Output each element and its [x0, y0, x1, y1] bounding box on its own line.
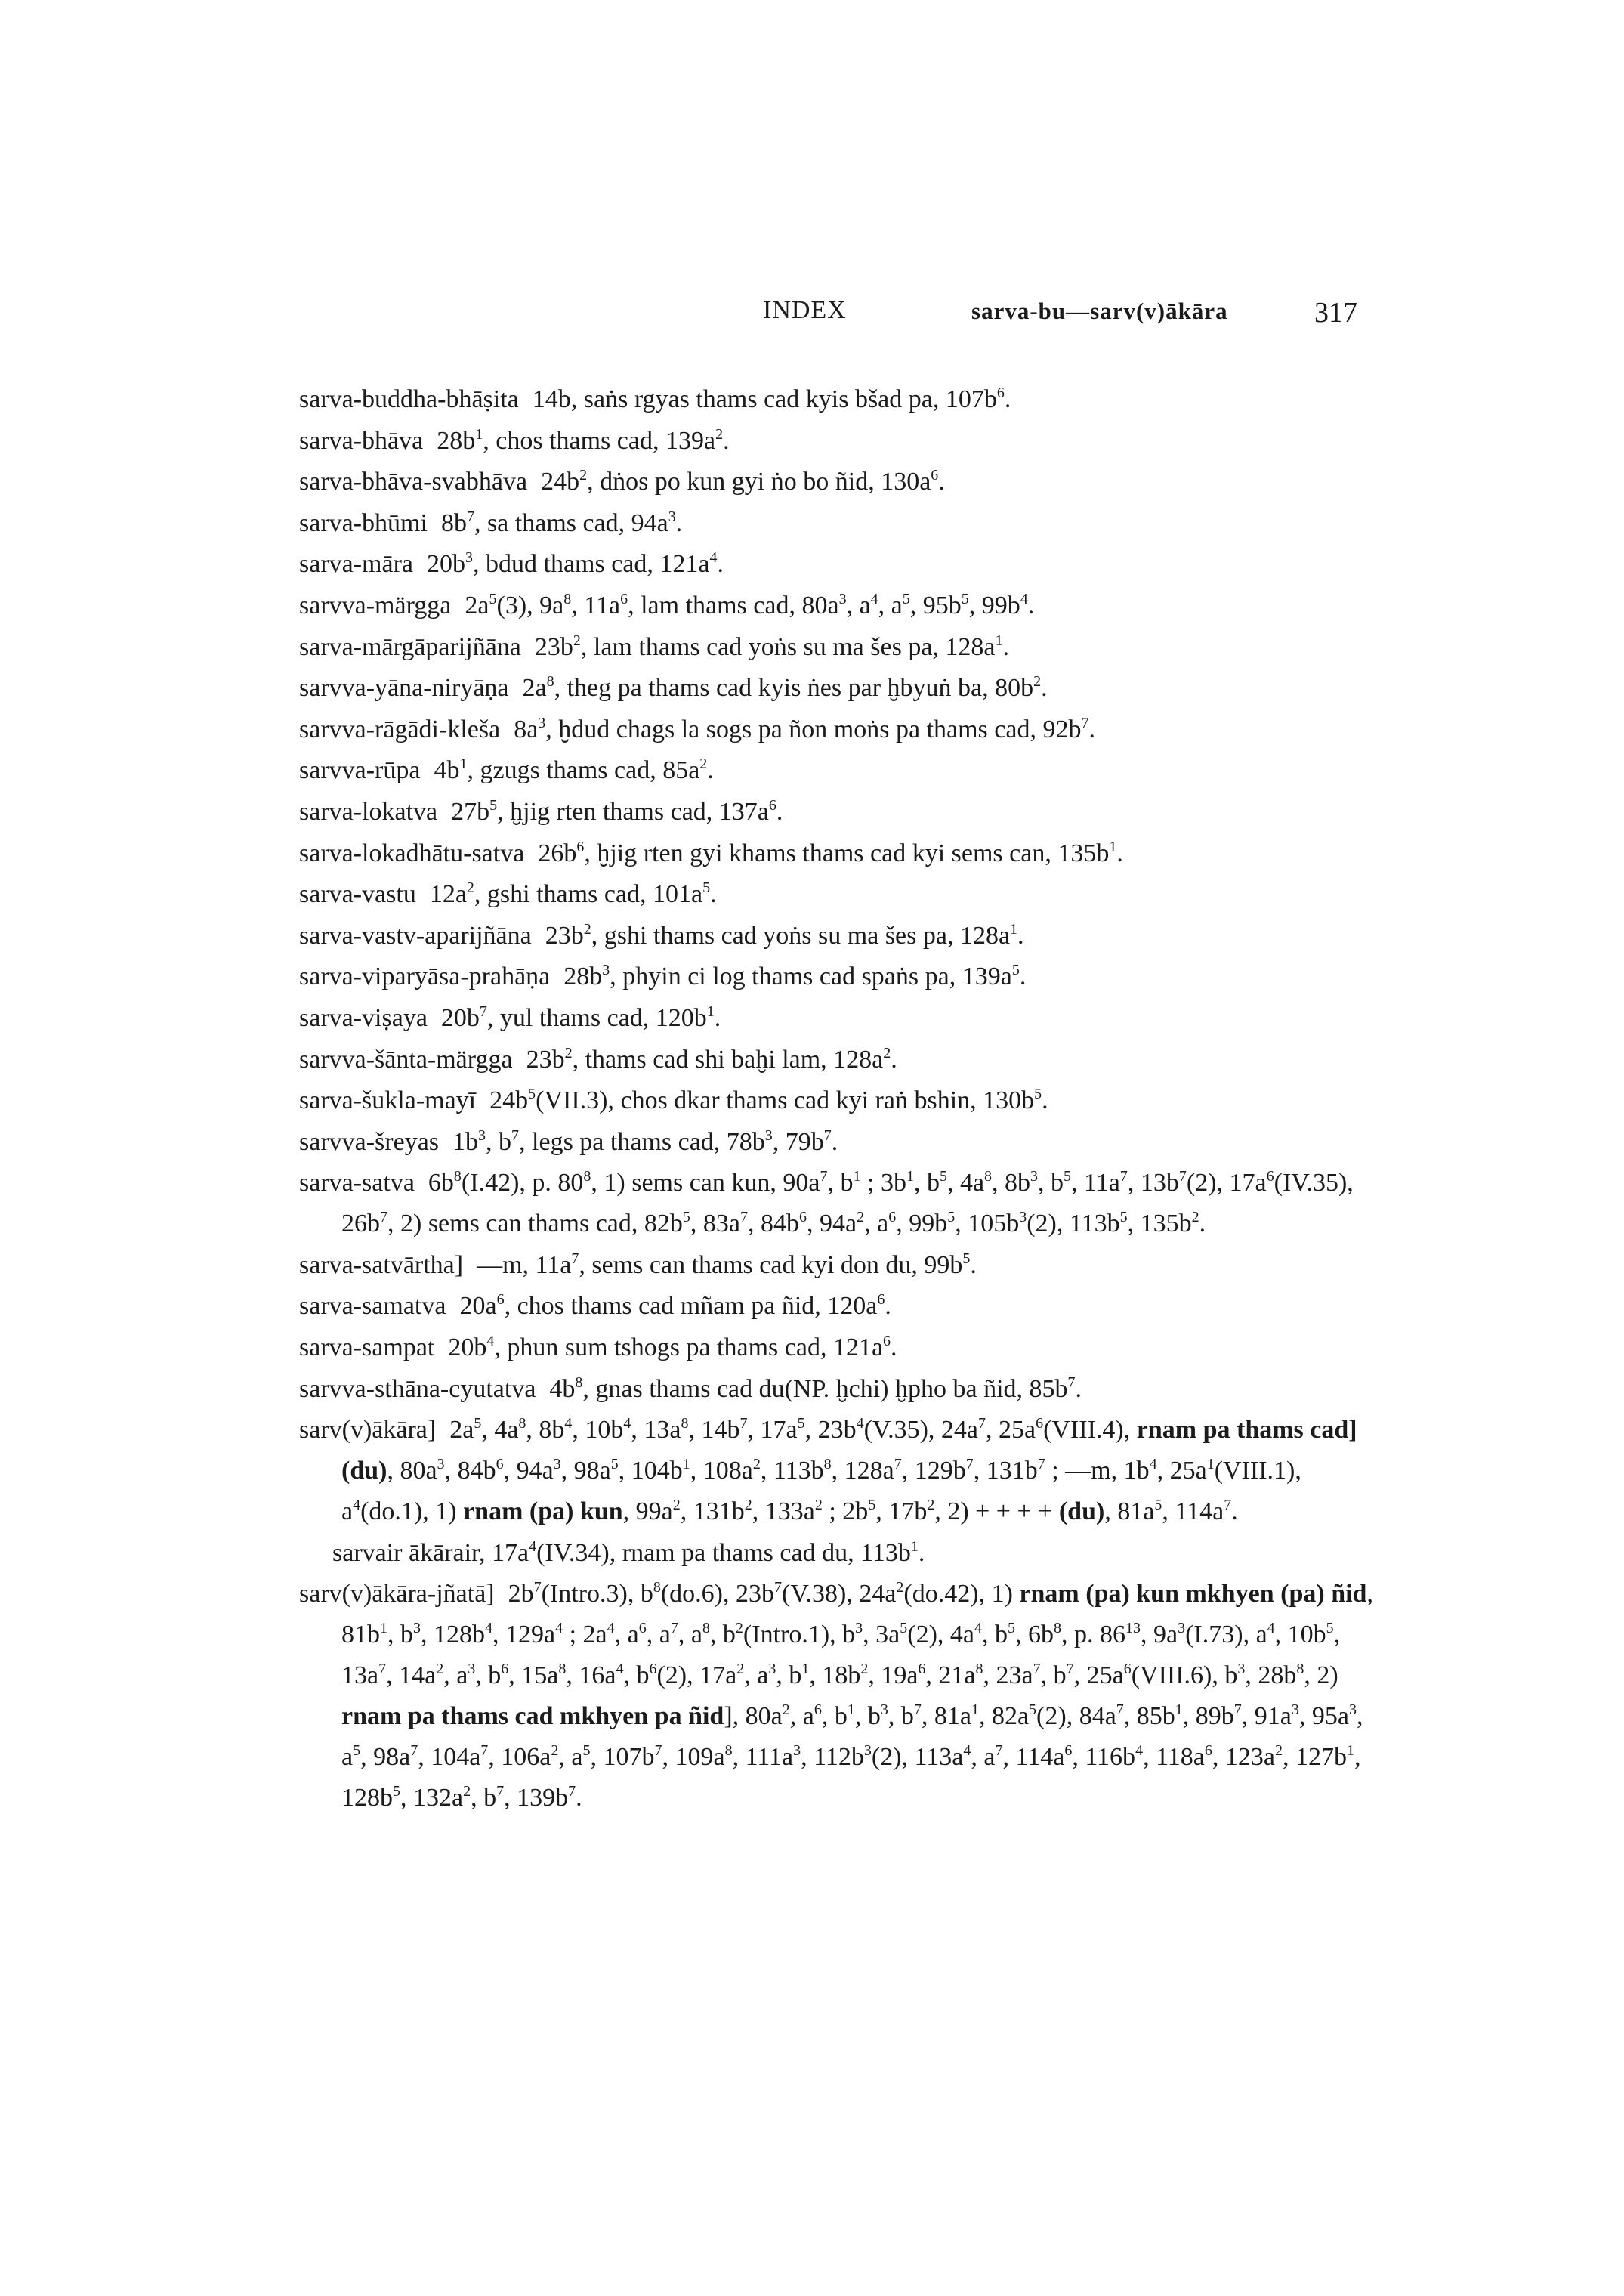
index-entry: [299, 544, 1394, 585]
index-entry: [299, 1122, 1394, 1163]
page-number: 317: [1314, 297, 1357, 329]
entry-headword: sarva-mārgāparijñāna: [299, 632, 521, 661]
index-entry: [299, 792, 1394, 833]
index-entry: [299, 916, 1394, 956]
entry-references: $4b^1$, gzugs thams cad, $85a^2$.: [434, 756, 714, 785]
entry-references: $20a^6$, chos thams cad mñam pa ñid, $120a^6$.: [459, 1291, 891, 1321]
entry-headword: sarva-māra: [299, 550, 414, 579]
index-entry: [299, 586, 1394, 626]
entry-headword: sarvva-šreyas: [299, 1127, 440, 1156]
entry-headword: sarva-buddha-bhāṣita: [299, 385, 519, 413]
index-entry: [299, 874, 1394, 915]
entry-headword: sarva-satvārtha]: [299, 1250, 464, 1279]
entry-headword: sarva-sampat: [299, 1333, 435, 1362]
entry-headword: sarv(v)ākāra-jñatā]: [299, 1580, 495, 1608]
entry-headword: sarva-bhāva: [299, 426, 424, 455]
index-entry: [299, 1040, 1394, 1080]
index-entries: [299, 379, 1394, 1819]
entry-references: $27b^5$, ḫjig rten thams cad, $137a^6$.: [451, 796, 783, 826]
entry-references: $23b^2$, lam thams cad yoṅs su ma šes pa, $128a^1$.: [534, 632, 1010, 661]
entry-headword: sarva-vastv-aparijñāna: [299, 921, 532, 950]
entry-references: $28b^3$, phyin ci log thams cad spaṅs pa, $139a^5$.: [563, 962, 1027, 991]
entry-references: $12a^2$, gshi thams cad, $101a^5$.: [429, 879, 717, 909]
index-entry: [299, 668, 1394, 709]
entry-headword: sarvva-šānta-märgga: [299, 1045, 513, 1074]
entry-references: $20b^3$, bdud thams cad, $121a^4$.: [427, 549, 724, 579]
index-entry: [299, 1574, 1394, 1819]
running-header: [0, 296, 1624, 341]
entry-headword: sarva-satva: [299, 1169, 415, 1197]
entry-headword: sarva-samatva: [299, 1292, 446, 1321]
entry-references: $1b^3$, $b^7$, legs pa thams cad, $78b^3$, $79b^7$.: [452, 1126, 838, 1156]
entry-references: $24b^5(VII.3)$, chos dkar thams cad kyi raṅ bshin, $130b^5$.: [489, 1086, 1048, 1115]
entry-headword: sarva-lokatva: [299, 797, 438, 826]
entry-references: $24b^2$, dṅos po kun gyi ṅo bo ñid, $130a^6$.: [541, 467, 945, 496]
index-entry: [299, 627, 1394, 668]
entry-references: $26b^6$, ḫjig rten gyi khams thams cad kyi sems can, $135b^1$.: [538, 838, 1123, 867]
entry-references: $2b^7(Intro.3)$, $b^8(do.6)$, $23b^7(V.38)$, $24a^2(do.42)$, 1) rnam (pa) kun mkhyen (pa) ñid, $81b^1$, $b^3$, $128b^4$, $129a^4$ ; $2a^4$, $a^6$, $a^7$, $a^8$, $b^2(Intro.1)$, $b^3$, $3a^5(2)$, $4a^4$, $b^5$, $6b^8$, p. $86^{13}$, $9a^3(I.73)$, $a^4$, $10b^5$, $13a^7$, $14a^2$, $a^3$, $b^6$, $15a^8$, $16a^4$, $b^6(2)$, $17a^2$, $a^3$, $b^1$, $18b^2$, $19a^6$, $21a^8$, $23a^7$, $b^7$, $25a^6(VIII.6)$, $b^3$, $28b^8$, 2) rnam pa thams cad mkhyen pa ñid], $80a^2$, $a^6$, $b^1$, $b^3$, $b^7$, $81a^1$, $82a^5(2)$, $84a^7$, $85b^1$, $89b^7$, $91a^3$, $95a^3$, $a^5$, $98a^7$, $104a^7$, $106a^2$, $a^5$, $107b^7$, $109a^8$, $111a^3$, $112b^3(2)$, $113a^4$, $a^7$, $114a^6$, $116b^4$, $118a^6$, $123a^2$, $127b^1$, $128b^5$, $132a^2$, $b^7$, $139b^7$.: [341, 1579, 1373, 1812]
index-entry: [299, 1327, 1394, 1368]
entry-headword: sarvva-rūpa: [299, 756, 421, 785]
entry-headword: sarva-vastu: [299, 880, 416, 909]
entry-headword: sarvva-sthāna-cyutatva: [299, 1374, 536, 1403]
index-entry: [299, 462, 1394, 502]
entry-references: $2a^8$, theg pa thams cad kyis ṅes par ḫbyuṅ ba, $80b^2$.: [522, 673, 1048, 703]
index-entry: [299, 1080, 1394, 1121]
entry-references: $20b^7$, yul thams cad, $120b^1$.: [440, 1003, 721, 1032]
entry-references: $28b^1$, chos thams cad, $139a^2$.: [437, 425, 730, 455]
entry-references: $8b^7$, sa thams cad, $94a^3$.: [440, 508, 683, 537]
entry-references: —m, $11a^7$, sems can thams cad kyi don du, $99b^5$.: [477, 1250, 977, 1279]
index-entry: [299, 1286, 1394, 1327]
index-entry: [299, 421, 1394, 462]
entry-references: $20b^4$, phun sum tshogs pa thams cad, $121a^6$.: [448, 1333, 897, 1362]
entry-references: $2a^5(3)$, $9a^8$, $11a^6$, lam thams cad, $80a^3$, $a^4$, $a^5$, $95b^5$, $99b^4$.: [465, 590, 1035, 620]
index-entry: [299, 1410, 1394, 1532]
entry-headword: sarvva-märgga: [299, 591, 452, 620]
index-entry: [299, 956, 1394, 997]
entry-references: $8a^3$, ḫdud chags la sogs pa ñon moṅs pa thams cad, $92b^7$.: [514, 714, 1095, 743]
entry-references: $4b^8$, gnas thams cad du(NP. ḫchi) ḫpho ba ñid, $85b^7$.: [549, 1374, 1082, 1403]
index-entry: [299, 833, 1394, 874]
entry-headword: sarva-viṣaya: [299, 1003, 428, 1032]
index-entry: [299, 1163, 1394, 1244]
index-entry: [299, 379, 1394, 420]
entry-headword: sarva-viparyāsa-prahāṇa: [299, 963, 551, 991]
entry-headword: sarva-bhūmi: [299, 508, 428, 537]
entry-references: 14b, saṅs rgyas thams cad kyis bšad pa, $107b^6$.: [532, 385, 1011, 413]
entry-headword: sarva-lokadhātu-satva: [299, 839, 525, 867]
index-entry: [299, 1369, 1394, 1410]
entry-references: $23b^2$, thams cad shi baḫi lam, $128a^2$.: [526, 1044, 897, 1074]
index-entry: [314, 1533, 1394, 1574]
entry-range: sarva-bu—sarv(v)ākāra: [971, 298, 1228, 324]
entry-headword: sarva-šukla-mayī: [299, 1086, 477, 1115]
entry-headword: sarvva-rāgādi-kleša: [299, 715, 501, 743]
index-entry: [299, 1245, 1394, 1286]
index-entry: [299, 503, 1394, 544]
entry-headword: sarvva-yāna-niryāṇa: [299, 674, 509, 703]
entry-references: sarvair ākārair, $17a^4(IV.34)$, rnam pa thams cad du, $113b^1$.: [332, 1537, 925, 1567]
index-entry: [299, 709, 1394, 750]
index-entry: [299, 998, 1394, 1039]
entry-headword: sarv(v)ākāra]: [299, 1416, 437, 1445]
entry-references: $2a^5$, $4a^8$, $8b^4$, $10b^4$, $13a^8$, $14b^7$, $17a^5$, $23b^4(V.35)$, $24a^7$, $25a^6(VIII.4)$, rnam pa thams cad] (du), $80a^3$, $84b^6$, $94a^3$, $98a^5$, $104b^1$, $108a^2$, $113b^8$, $128a^7$, $129b^7$, $131b^7$ ; —m, $1b^4$, $25a^1(VIII.1)$, $a^4(do.1)$, 1) rnam (pa) kun, $99a^2$, $131b^2$, $133a^2$ ; $2b^5$, $17b^2$, 2) + + + + (du), $81a^5$, $114a^7$.: [341, 1415, 1357, 1526]
entry-references: $23b^2$, gshi thams cad yoṅs su ma šes pa, $128a^1$.: [545, 920, 1024, 950]
entry-headword: sarva-bhāva-svabhāva: [299, 468, 528, 496]
section-title: INDEX: [763, 296, 847, 324]
entry-references: $6b^8(I.42)$, p. $80^8$, 1) sems can kun, $90a^7$, $b^1$ ; $3b^1$, $b^5$, $4a^8$, $8b^3$, $b^5$, $11a^7$, $13b^7(2)$, $17a^6(IV.35)$, $26b^7$, 2) sems can thams cad, $82b^5$, $83a^7$, $84b^6$, $94a^2$, $a^6$, $99b^5$, $105b^3(2)$, $113b^5$, $135b^2$.: [341, 1168, 1354, 1238]
index-entry: [299, 750, 1394, 791]
